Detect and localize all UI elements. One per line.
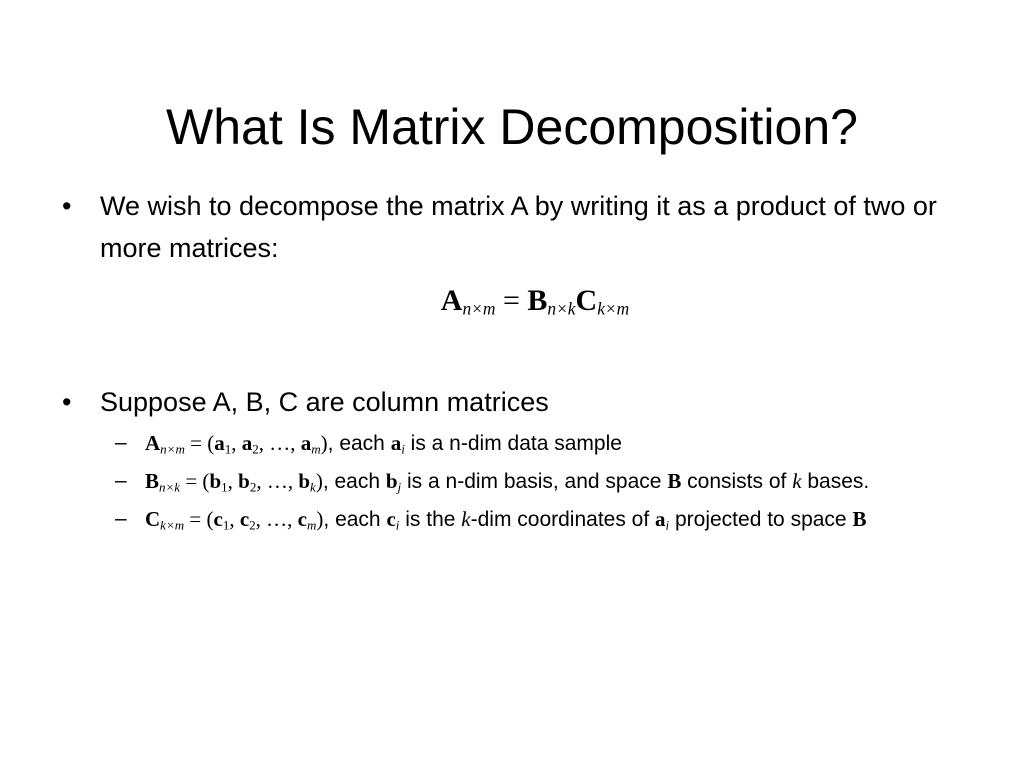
matrix-c: C bbox=[145, 507, 161, 531]
vector-b2-index: 2 bbox=[249, 479, 257, 495]
bullet-column-matrices bbox=[60, 381, 970, 423]
separator: , bbox=[231, 431, 242, 455]
text-tail: consists of bbox=[681, 470, 793, 493]
eq-close: ) bbox=[315, 469, 323, 493]
eq-c-dims: k×m bbox=[597, 298, 630, 319]
separator: , bbox=[227, 469, 239, 493]
eq-open: = ( bbox=[184, 431, 215, 455]
eq-close: ) bbox=[320, 431, 328, 455]
eq-matrix-b: B bbox=[527, 284, 548, 317]
vector-c2-index: 2 bbox=[249, 517, 256, 533]
vector-a1-index: 1 bbox=[224, 441, 232, 457]
vector-c1-index: 1 bbox=[222, 517, 230, 533]
vector-a2: a bbox=[241, 431, 253, 455]
vector-c2: c bbox=[239, 507, 250, 531]
vector-c1: c bbox=[213, 507, 223, 531]
vector-ai: a bbox=[655, 507, 666, 531]
bullet-text: Suppose A, B, C are column matrices bbox=[100, 387, 549, 417]
space-b: B bbox=[852, 507, 867, 531]
eq-a-dims: n×m bbox=[462, 298, 496, 319]
sub-bullet-marker: – bbox=[115, 507, 127, 530]
vector-bk-index: k bbox=[310, 479, 316, 495]
text-each: , each bbox=[327, 432, 391, 455]
text-tail: bases. bbox=[801, 470, 870, 493]
vector-b1: b bbox=[209, 469, 222, 493]
matrix-a: A bbox=[145, 431, 161, 455]
space-b: B bbox=[667, 469, 682, 493]
ellipsis: , …, bbox=[258, 431, 301, 455]
text-tail: projected to space bbox=[669, 508, 853, 531]
vector-a1: a bbox=[214, 431, 225, 455]
decomposition-equation bbox=[60, 281, 970, 321]
slide-content bbox=[60, 185, 970, 537]
vector-ci: c bbox=[386, 507, 396, 531]
ellipsis: , …, bbox=[255, 507, 298, 531]
bullet-decompose bbox=[60, 185, 970, 269]
eq-close: ) bbox=[316, 507, 324, 531]
eq-matrix-a: A bbox=[440, 284, 463, 317]
vector-ai: a bbox=[390, 431, 402, 455]
vector-b2: b bbox=[238, 469, 250, 493]
matrix-c-dims: k×m bbox=[160, 517, 185, 533]
text-each: , each bbox=[322, 470, 386, 493]
matrix-b: B bbox=[145, 469, 160, 493]
symbol-k: k bbox=[792, 469, 802, 493]
vector-ai-index: i bbox=[401, 441, 405, 457]
ellipsis: , …, bbox=[256, 469, 299, 493]
vector-a2-index: 2 bbox=[252, 441, 259, 457]
sub-bullet-marker: – bbox=[115, 469, 127, 492]
eq-b-dims: n×k bbox=[547, 298, 576, 319]
spacer bbox=[60, 321, 970, 381]
eq-equals: = bbox=[495, 284, 528, 317]
sub-bullet-a bbox=[60, 426, 970, 461]
vector-b1-index: 1 bbox=[221, 479, 228, 495]
text-mid: is a n-dim basis, and space bbox=[401, 470, 668, 493]
text-mid: is the bbox=[399, 508, 462, 531]
vector-am: a bbox=[300, 431, 312, 455]
bullet-text: We wish to decompose the matrix A by writing it as a product of two or more matrices: bbox=[100, 191, 937, 263]
matrix-b-dims: n×k bbox=[159, 479, 181, 495]
text-tail: is a n-dim data sample bbox=[404, 432, 622, 455]
text-mid: -dim coordinates of bbox=[470, 508, 656, 531]
eq-matrix-c: C bbox=[575, 284, 598, 317]
eq-open: = ( bbox=[184, 507, 214, 531]
slide-title: What Is Matrix Decomposition? bbox=[166, 98, 858, 155]
matrix-a-dims: n×m bbox=[160, 441, 185, 457]
vector-bj-index: j bbox=[397, 479, 402, 495]
sub-bullet-marker: – bbox=[115, 431, 127, 454]
vector-bk: b bbox=[298, 469, 311, 493]
vector-bj: b bbox=[385, 469, 398, 493]
vector-ci-index: i bbox=[395, 517, 400, 533]
eq-open: = ( bbox=[180, 469, 210, 493]
bullet-marker: • bbox=[62, 191, 72, 221]
vector-cm: c bbox=[297, 507, 307, 531]
vector-am-index: m bbox=[311, 441, 321, 457]
sub-bullet-b bbox=[60, 464, 970, 499]
bullet-marker: • bbox=[62, 387, 72, 417]
symbol-k: k bbox=[461, 507, 471, 531]
separator: , bbox=[229, 507, 240, 531]
vector-ai-index: i bbox=[665, 517, 670, 533]
vector-cm-index: m bbox=[307, 517, 317, 533]
text-each: , each bbox=[323, 508, 387, 531]
sub-bullet-c bbox=[60, 502, 970, 537]
